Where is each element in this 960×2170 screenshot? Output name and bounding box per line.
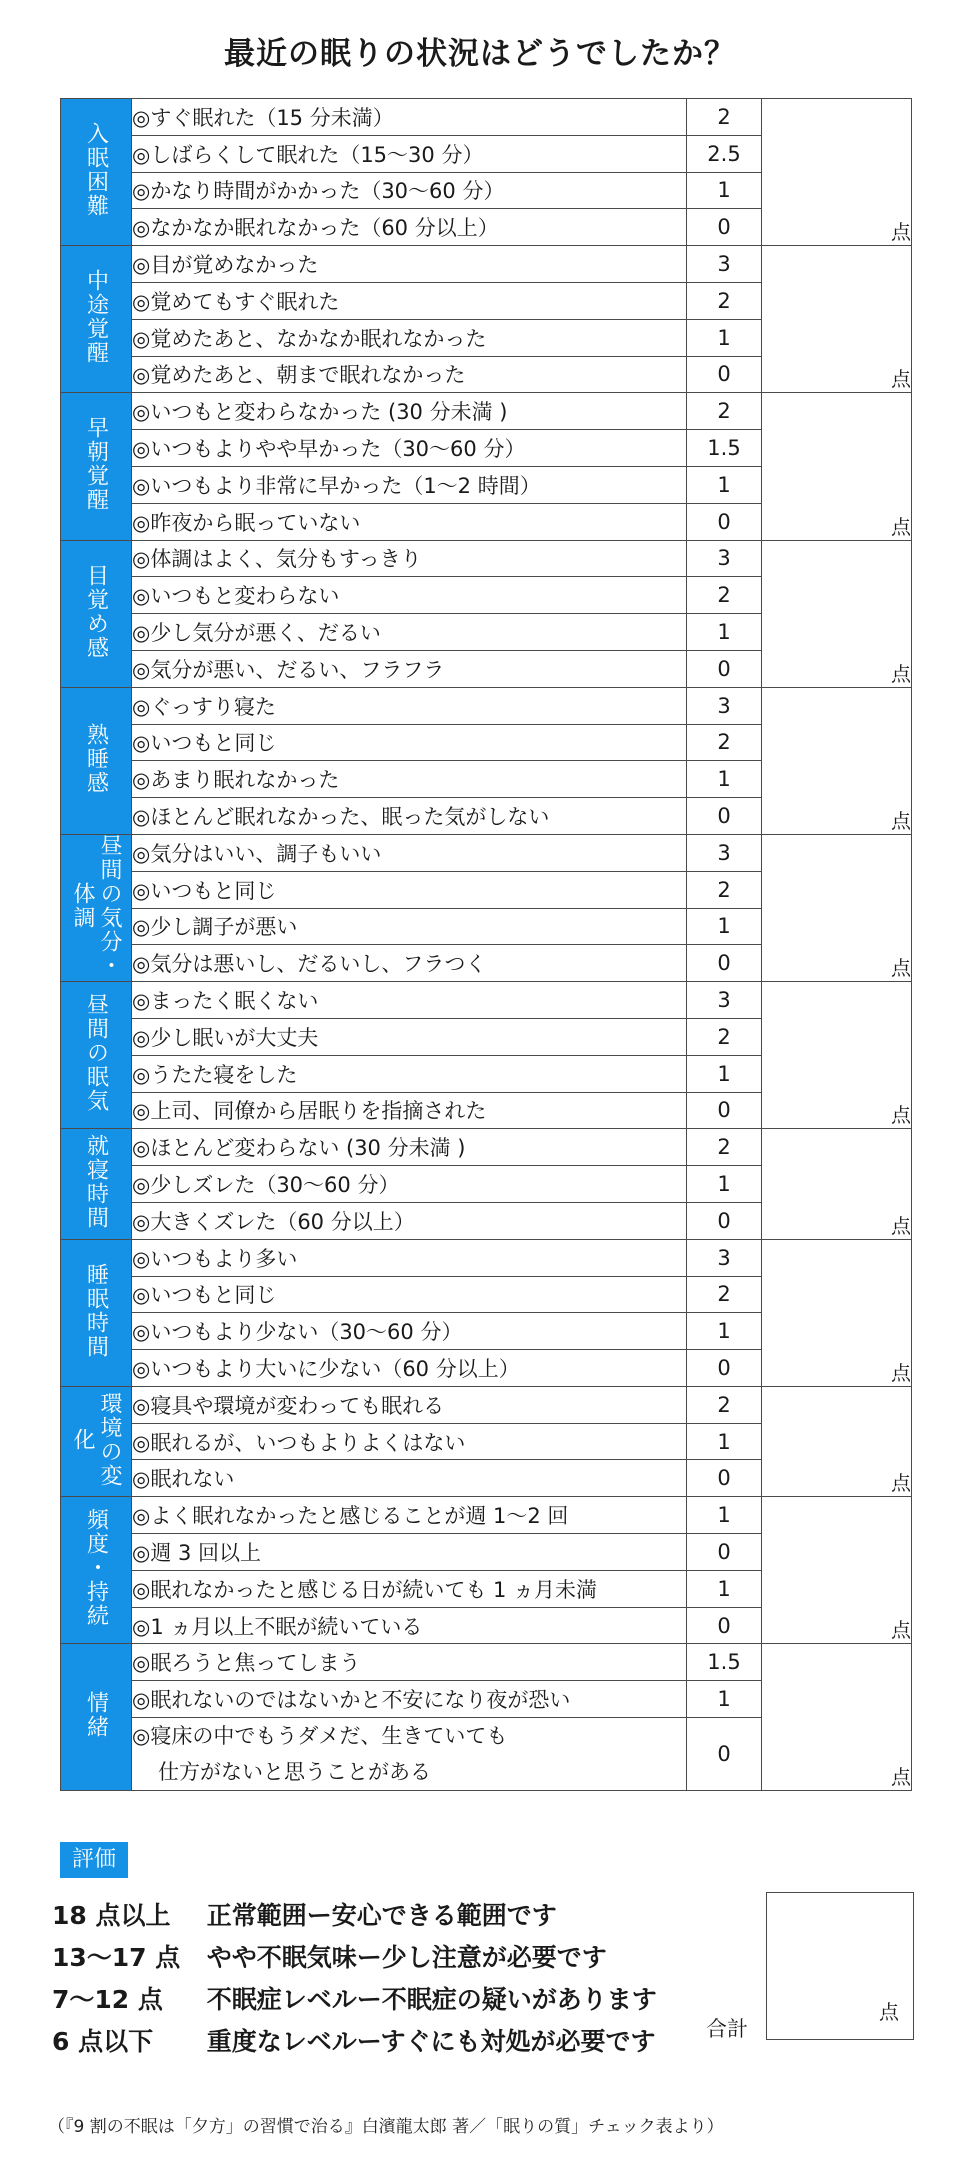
item-text — [132, 834, 687, 871]
item-text-line: ◎体調はよく、気分もすっきり — [132, 547, 422, 572]
item-text-line: ◎ほとんど変わらない (30 分未満 ) — [132, 1136, 466, 1161]
evaluation-list — [52, 1896, 657, 2064]
item-text-line: ◎気分が悪い、だるい、フラフラ — [132, 657, 445, 682]
item-text-line: ◎週 3 回以上 — [132, 1540, 262, 1565]
checklist-row — [61, 1497, 912, 1534]
item-score: 1 — [687, 319, 762, 356]
evaluation-range: 6 点以下 — [52, 2027, 154, 2056]
item-text — [132, 1497, 687, 1534]
checklist-row — [61, 246, 912, 283]
category-label-text: 頻度・持続 — [83, 1508, 109, 1629]
item-text — [132, 614, 687, 651]
item-score: 2 — [687, 393, 762, 430]
evaluation-range: 13〜17 点 — [52, 1943, 181, 1972]
item-score: 2 — [687, 1276, 762, 1313]
item-score: 3 — [687, 982, 762, 1019]
total-label: 合計 — [706, 2017, 748, 2041]
item-score: 1 — [687, 1497, 762, 1534]
item-score: 0 — [687, 503, 762, 540]
item-text-line: ◎少し気分が悪く、だるい — [132, 621, 381, 646]
category-label — [61, 1497, 132, 1644]
item-score: 3 — [687, 1239, 762, 1276]
total-score-box[interactable] — [766, 1892, 914, 2040]
item-score: 2 — [687, 577, 762, 614]
category-score-box[interactable] — [762, 1239, 912, 1386]
sleep-checklist-table — [60, 98, 912, 1791]
item-score: 0 — [687, 798, 762, 835]
item-text-line: ◎ほとんど眠れなかった、眠った気がしない — [132, 805, 550, 830]
item-text-line: ◎少し眠いが大丈夫 — [132, 1025, 319, 1050]
item-score: 0 — [687, 1202, 762, 1239]
item-text — [132, 1460, 687, 1497]
item-score: 0 — [687, 945, 762, 982]
evaluation-description: 重度なレベルーすぐにも対処が必要です — [206, 2027, 656, 2056]
checklist-row — [61, 982, 912, 1019]
item-text-line: ◎うたた寝をした — [132, 1062, 298, 1087]
category-label-text: 早朝覚醒 — [83, 416, 109, 513]
item-text — [132, 135, 687, 172]
item-text — [132, 871, 687, 908]
item-text — [132, 1055, 687, 1092]
item-text — [132, 577, 687, 614]
item-text-line: ◎昨夜から眠っていない — [132, 510, 361, 535]
item-text — [132, 356, 687, 393]
point-unit: 点 — [891, 808, 911, 833]
point-unit: 点 — [891, 367, 911, 392]
point-unit: 点 — [891, 956, 911, 981]
item-text — [132, 393, 687, 430]
category-label-text: 目覚め感 — [83, 563, 109, 660]
item-text-line: ◎気分は悪いし、だるいし、フラつく — [132, 952, 487, 977]
item-text-line: ◎いつもと変わらない — [132, 584, 340, 609]
evaluation-row — [52, 1896, 657, 1938]
item-text — [132, 1718, 687, 1791]
point-unit: 点 — [891, 1618, 911, 1643]
item-text-line: ◎少し調子が悪い — [132, 915, 298, 940]
category-label — [61, 1129, 132, 1239]
item-score: 1 — [687, 1313, 762, 1350]
category-score-box[interactable] — [762, 99, 912, 246]
source-citation: （『9 割の不眠は「夕方」の習慣で治る』白濱龍太郎 著／「眠りの質」チェック表より） — [48, 2117, 724, 2137]
item-text — [132, 172, 687, 209]
item-score: 3 — [687, 246, 762, 283]
checklist-row — [61, 687, 912, 724]
item-text-line: ◎いつもと同じ — [132, 1283, 277, 1308]
item-text-line: ◎眠れるが、いつもよりよくはない — [132, 1430, 466, 1455]
item-text-line: ◎すぐ眠れた（15 分未満） — [132, 105, 394, 130]
item-text — [132, 99, 687, 136]
checklist-row — [61, 540, 912, 577]
category-score-box[interactable] — [762, 834, 912, 981]
evaluation-range: 18 点以上 — [52, 1901, 171, 1930]
category-label — [61, 687, 132, 834]
item-text-line: ◎いつもより大いに少ない（60 分以上） — [132, 1356, 520, 1381]
item-score: 0 — [687, 356, 762, 393]
item-text-line: ◎しばらくして眠れた（15〜30 分） — [132, 142, 484, 167]
item-text-line: ◎いつもより多い — [132, 1246, 298, 1271]
item-text — [132, 908, 687, 945]
point-unit: 点 — [891, 1360, 911, 1385]
item-text — [132, 1423, 687, 1460]
item-score: 1 — [687, 1570, 762, 1607]
item-score: 2 — [687, 724, 762, 761]
item-text-line: ◎目が覚めなかった — [132, 253, 319, 278]
evaluation-range: 7〜12 点 — [52, 1985, 163, 2014]
item-text-line: ◎いつもより非常に早かった（1〜2 時間） — [132, 473, 541, 498]
item-text — [132, 1313, 687, 1350]
category-score-box[interactable] — [762, 540, 912, 687]
item-score: 0 — [687, 1350, 762, 1387]
item-text-line: ◎1 ヵ月以上不眠が続いている — [132, 1614, 423, 1639]
category-label-text: 中途覚醒 — [83, 269, 109, 366]
category-label — [61, 246, 132, 393]
point-unit: 点 — [891, 661, 911, 686]
category-label — [61, 1386, 132, 1496]
item-score: 1 — [687, 1681, 762, 1718]
category-label-text: 昼間の気分・体調 — [70, 834, 122, 979]
category-label-text: 睡眠時間 — [83, 1262, 109, 1359]
item-score: 0 — [687, 1092, 762, 1129]
item-text-line: ◎よく眠れなかったと感じることが週 1〜2 回 — [132, 1504, 569, 1529]
item-text — [132, 540, 687, 577]
category-label — [61, 1239, 132, 1386]
item-text-line: ◎覚めたあと、朝まで眠れなかった — [132, 363, 466, 388]
category-score-box[interactable] — [762, 1386, 912, 1496]
category-score-box[interactable] — [762, 982, 912, 1129]
evaluation-description: 不眠症レベルー不眠症の疑いがあります — [206, 1985, 657, 2014]
item-text-line: ◎寝具や環境が変わっても眠れる — [132, 1393, 445, 1418]
evaluation-badge: 評価 — [60, 1842, 128, 1878]
item-score: 0 — [687, 209, 762, 246]
item-text — [132, 1644, 687, 1681]
category-label — [61, 1644, 132, 1791]
item-text-line: ◎いつもと変わらなかった (30 分未満 ) — [132, 400, 508, 425]
item-score: 1.5 — [687, 1644, 762, 1681]
item-text — [132, 1681, 687, 1718]
item-text — [132, 1607, 687, 1644]
category-label-text: 就寝時間 — [83, 1134, 109, 1230]
item-text — [132, 1202, 687, 1239]
item-text — [132, 466, 687, 503]
evaluation-description: やや不眠気味ー少し注意が必要です — [206, 1943, 607, 1972]
evaluation-row — [52, 1938, 657, 1980]
item-score: 2.5 — [687, 135, 762, 172]
item-text — [132, 798, 687, 835]
item-text-line: ◎なかなか眠れなかった（60 分以上） — [132, 216, 499, 241]
item-text — [132, 945, 687, 982]
item-score: 2 — [687, 1386, 762, 1423]
item-score: 2 — [687, 282, 762, 319]
item-text-line: ◎いつもより少ない（30〜60 分） — [132, 1320, 463, 1345]
evaluation-row — [52, 2022, 657, 2064]
item-score: 0 — [687, 1607, 762, 1644]
category-label-text: 環境の変化 — [70, 1391, 122, 1488]
item-score: 0 — [687, 1718, 762, 1791]
item-text — [132, 503, 687, 540]
item-score: 1 — [687, 1055, 762, 1092]
item-text-line: 仕方がないと思うことがある — [158, 1760, 431, 1785]
item-score: 2 — [687, 1018, 762, 1055]
point-unit: 点 — [891, 1765, 911, 1790]
point-unit: 点 — [891, 1471, 911, 1496]
item-text — [132, 430, 687, 467]
item-text-line: ◎眠れない — [132, 1467, 235, 1492]
category-label-text: 情緒 — [83, 1691, 109, 1740]
item-text — [132, 1386, 687, 1423]
item-text-line: ◎寝床の中でもうダメだ、生きていても — [132, 1724, 508, 1749]
item-score: 1 — [687, 761, 762, 798]
item-text-line: ◎大きくズレた（60 分以上） — [132, 1209, 415, 1234]
page-title: 最近の眠りの状況はどうでしたか？ — [224, 36, 736, 72]
item-text-line: ◎気分はいい、調子もいい — [132, 841, 382, 866]
category-label-text: 入眠困難 — [83, 122, 109, 219]
category-score-box[interactable] — [762, 1129, 912, 1239]
item-text — [132, 1534, 687, 1571]
category-label — [61, 99, 132, 246]
item-text — [132, 1166, 687, 1203]
item-text — [132, 1092, 687, 1129]
checklist-row — [61, 1386, 912, 1423]
item-text — [132, 1239, 687, 1276]
point-unit: 点 — [891, 220, 911, 245]
category-label-text: 昼間の眠気 — [83, 993, 109, 1114]
checklist-row — [61, 1129, 912, 1166]
category-score-box[interactable] — [762, 687, 912, 834]
item-text-line: ◎眠ろうと焦ってしまう — [132, 1651, 361, 1676]
item-text — [132, 1129, 687, 1166]
item-score: 1 — [687, 1166, 762, 1203]
item-text — [132, 724, 687, 761]
item-text — [132, 1018, 687, 1055]
category-label-text: 熟睡感 — [83, 722, 109, 795]
total-unit: 点 — [879, 2000, 899, 2024]
item-score: 2 — [687, 99, 762, 136]
item-text — [132, 761, 687, 798]
item-text — [132, 650, 687, 687]
item-score: 1 — [687, 614, 762, 651]
category-label — [61, 540, 132, 687]
item-score: 1 — [687, 466, 762, 503]
item-score: 3 — [687, 687, 762, 724]
item-text-line: ◎覚めてもすぐ眠れた — [132, 289, 340, 314]
point-unit: 点 — [891, 1213, 911, 1238]
item-score: 1 — [687, 172, 762, 209]
item-score: 3 — [687, 834, 762, 871]
item-text — [132, 1570, 687, 1607]
item-text — [132, 1350, 687, 1387]
item-text-line: ◎まったく眠くない — [132, 989, 319, 1014]
item-text — [132, 1276, 687, 1313]
category-label — [61, 834, 132, 981]
checklist-row — [61, 99, 912, 136]
item-text — [132, 246, 687, 283]
item-text — [132, 282, 687, 319]
item-text-line: ◎眠れなかったと感じる日が続いても 1 ヵ月未満 — [132, 1577, 598, 1602]
item-score: 2 — [687, 871, 762, 908]
item-score: 0 — [687, 1460, 762, 1497]
checklist-row — [61, 834, 912, 871]
item-score: 1 — [687, 908, 762, 945]
evaluation-row — [52, 1980, 657, 2022]
category-score-box[interactable] — [762, 246, 912, 393]
item-text-line: ◎眠れないのではないかと不安になり夜が恐い — [132, 1688, 571, 1713]
item-score: 0 — [687, 650, 762, 687]
item-text — [132, 209, 687, 246]
item-score: 1.5 — [687, 430, 762, 467]
category-label — [61, 393, 132, 540]
checklist-row — [61, 393, 912, 430]
item-text — [132, 319, 687, 356]
item-score: 0 — [687, 1534, 762, 1571]
item-text-line: ◎あまり眠れなかった — [132, 768, 340, 793]
item-text-line: ◎かなり時間がかかった（30〜60 分） — [132, 179, 505, 204]
checklist-row — [61, 1644, 912, 1681]
item-score: 3 — [687, 540, 762, 577]
checklist-row — [61, 1239, 912, 1276]
item-text-line: ◎いつもよりやや早かった（30〜60 分） — [132, 437, 526, 462]
item-text-line: ◎覚めたあと、なかなか眠れなかった — [132, 326, 487, 351]
item-text — [132, 687, 687, 724]
item-text-line: ◎いつもと同じ — [132, 878, 277, 903]
category-score-box[interactable] — [762, 1497, 912, 1644]
item-score: 2 — [687, 1129, 762, 1166]
category-score-box[interactable] — [762, 1644, 912, 1791]
category-label — [61, 982, 132, 1129]
point-unit: 点 — [891, 1103, 911, 1128]
item-text-line: ◎上司、同僚から居眠りを指摘された — [132, 1099, 487, 1124]
item-text-line: ◎ぐっすり寝た — [132, 694, 276, 719]
point-unit: 点 — [891, 514, 911, 539]
item-text-line: ◎少しズレた（30〜60 分） — [132, 1173, 400, 1197]
item-text-line: ◎いつもと同じ — [132, 731, 277, 756]
evaluation-description: 正常範囲ー安心できる範囲です — [206, 1901, 557, 1930]
checklist-body — [61, 99, 912, 1791]
item-text — [132, 982, 687, 1019]
category-score-box[interactable] — [762, 393, 912, 540]
item-score: 1 — [687, 1423, 762, 1460]
